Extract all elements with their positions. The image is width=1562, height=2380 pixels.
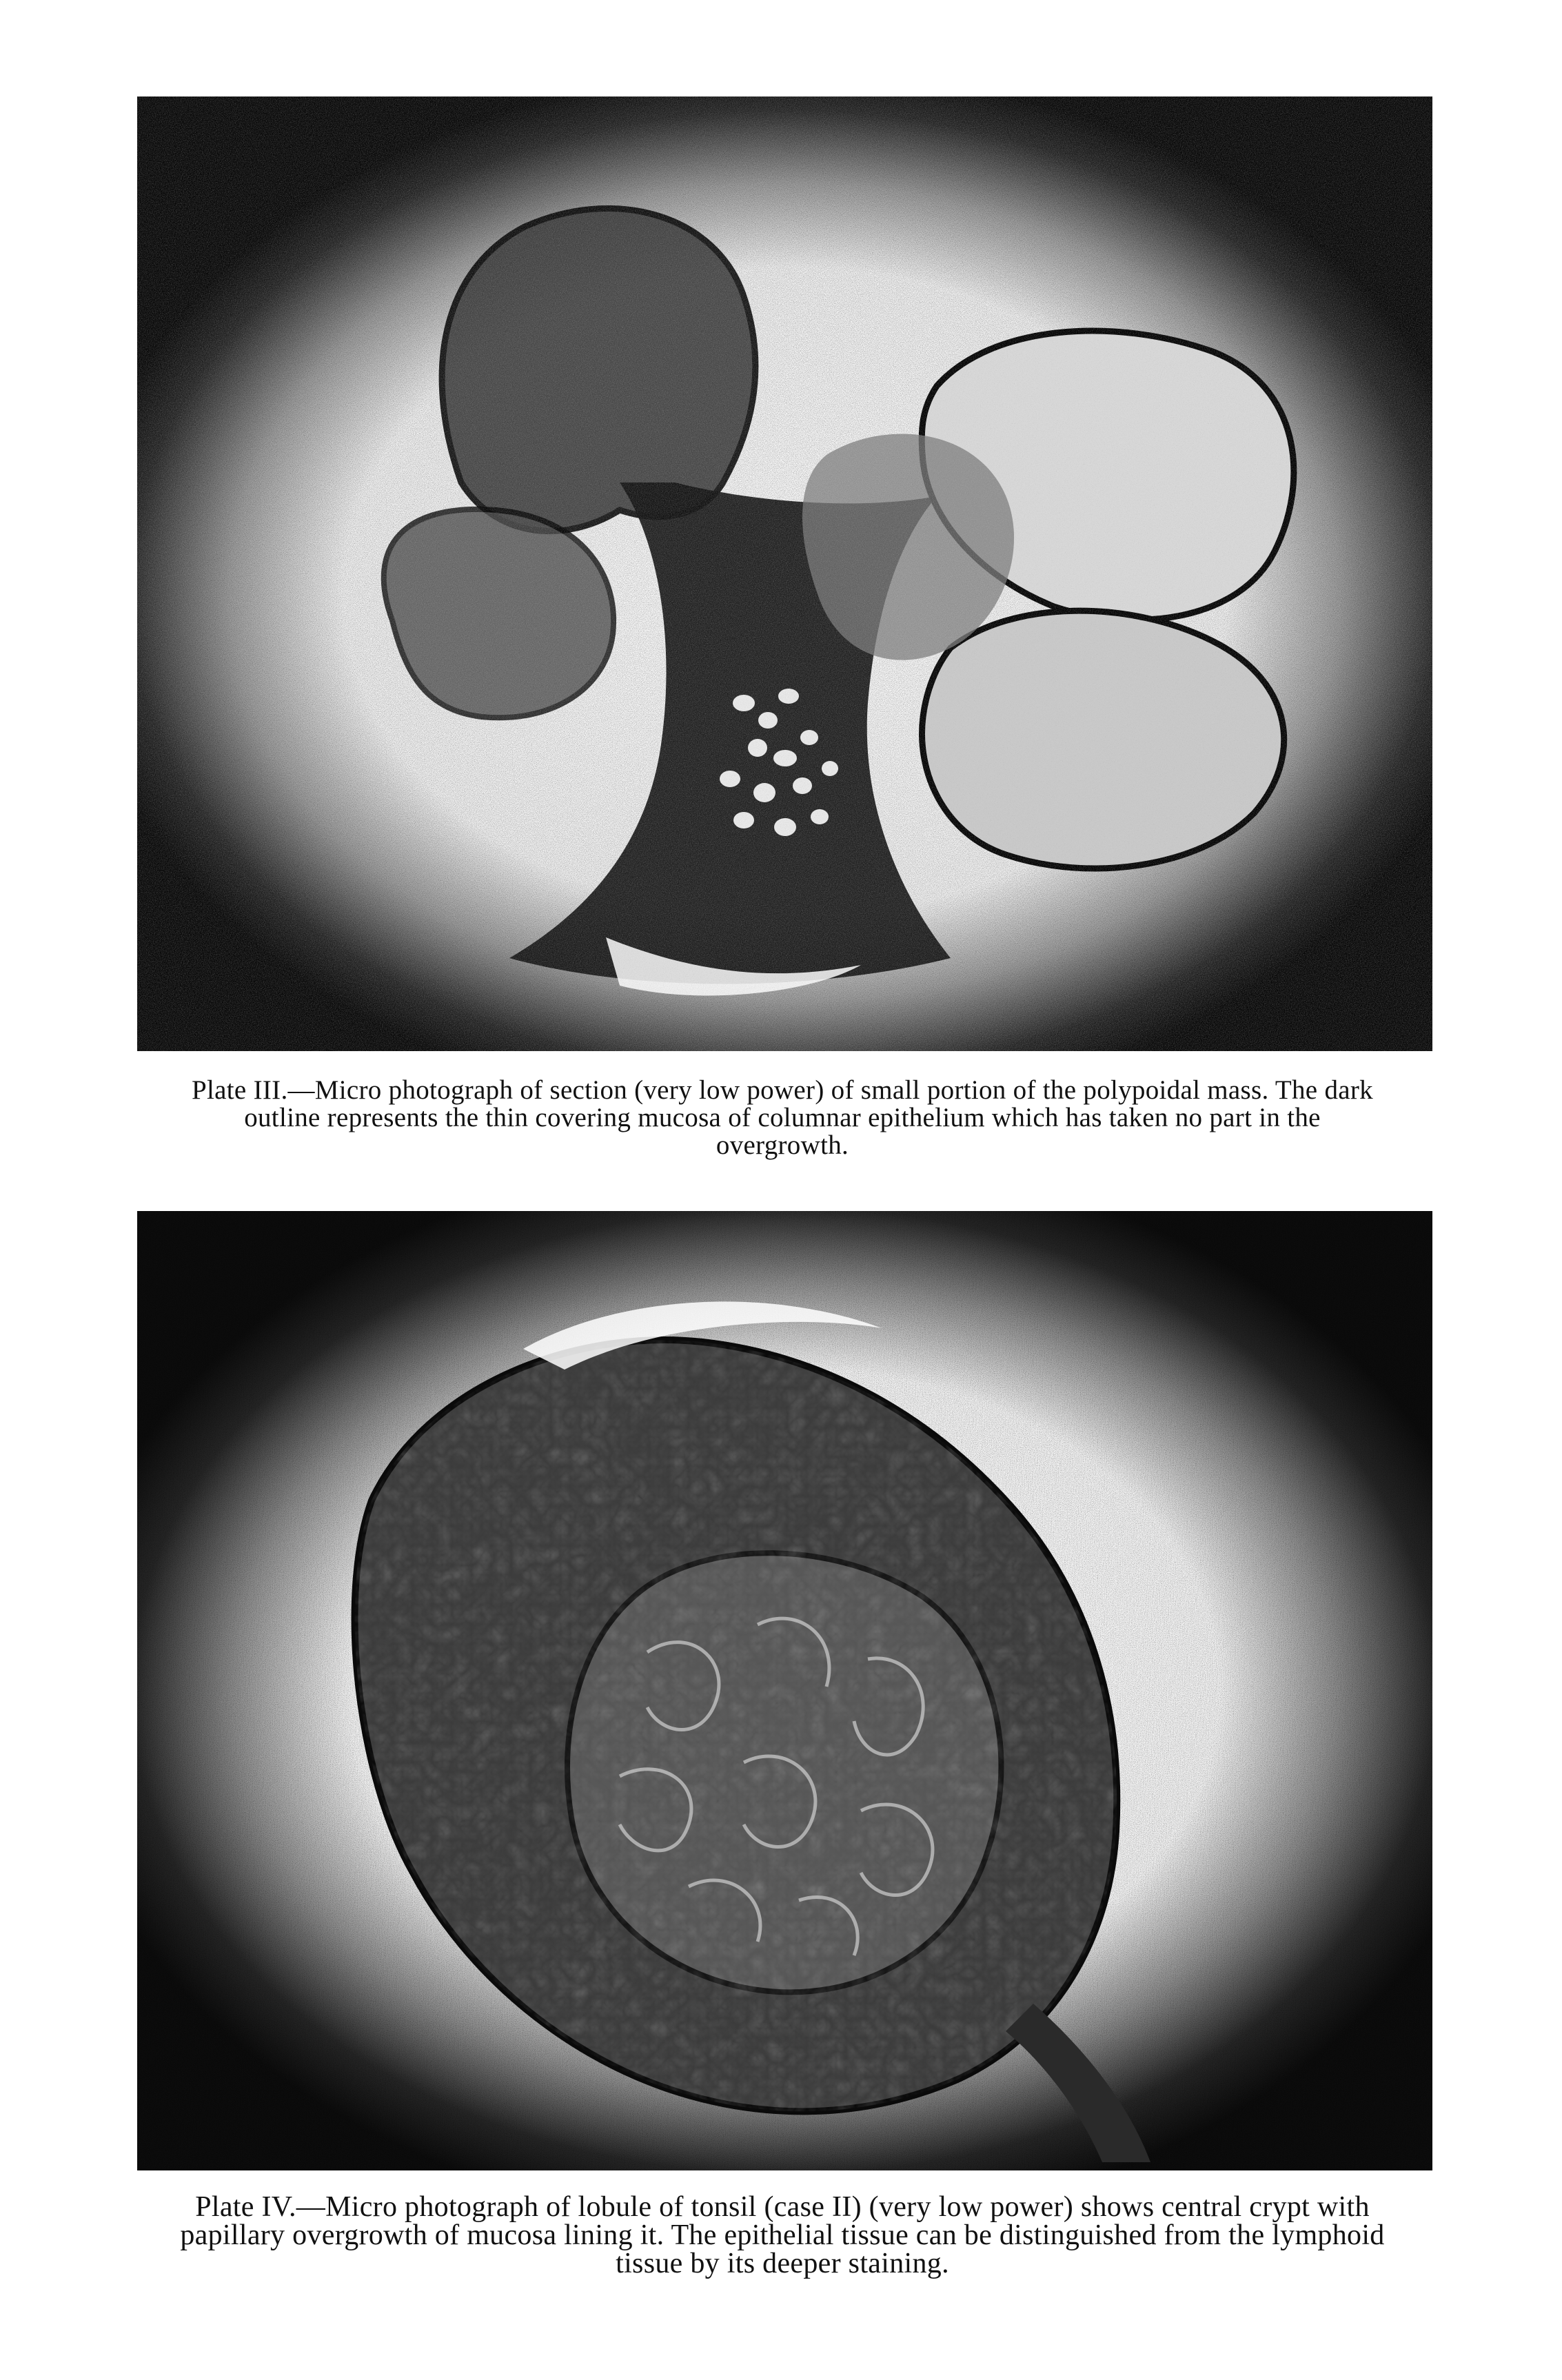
plate-4-caption <box>179 2193 1386 2278</box>
plate-4-micrograph-image <box>137 1211 1432 2170</box>
plate-3-micrograph-image <box>137 96 1432 1051</box>
plate-4-micrograph <box>137 1211 1432 2170</box>
plate-3-caption <box>179 1077 1386 1159</box>
plate-4-caption-text: Plate IV.—Micro photograph of lobule of tonsil (case II) (very low power) shows central crypt with papillary overgrowth of mucosa lining it. The epithelial tissue can be distinguished from the lymphoid tissue by its deeper staining. <box>180 2191 1385 2279</box>
plate-3-caption-text: Plate III.—Micro photograph of section (very low power) of small portion of the polypoidal mass. The dark outline represents the thin covering mucosa of columnar epithelium which has taken no part in the overgrowth. <box>192 1075 1373 1160</box>
plate-3-micrograph <box>137 96 1432 1051</box>
